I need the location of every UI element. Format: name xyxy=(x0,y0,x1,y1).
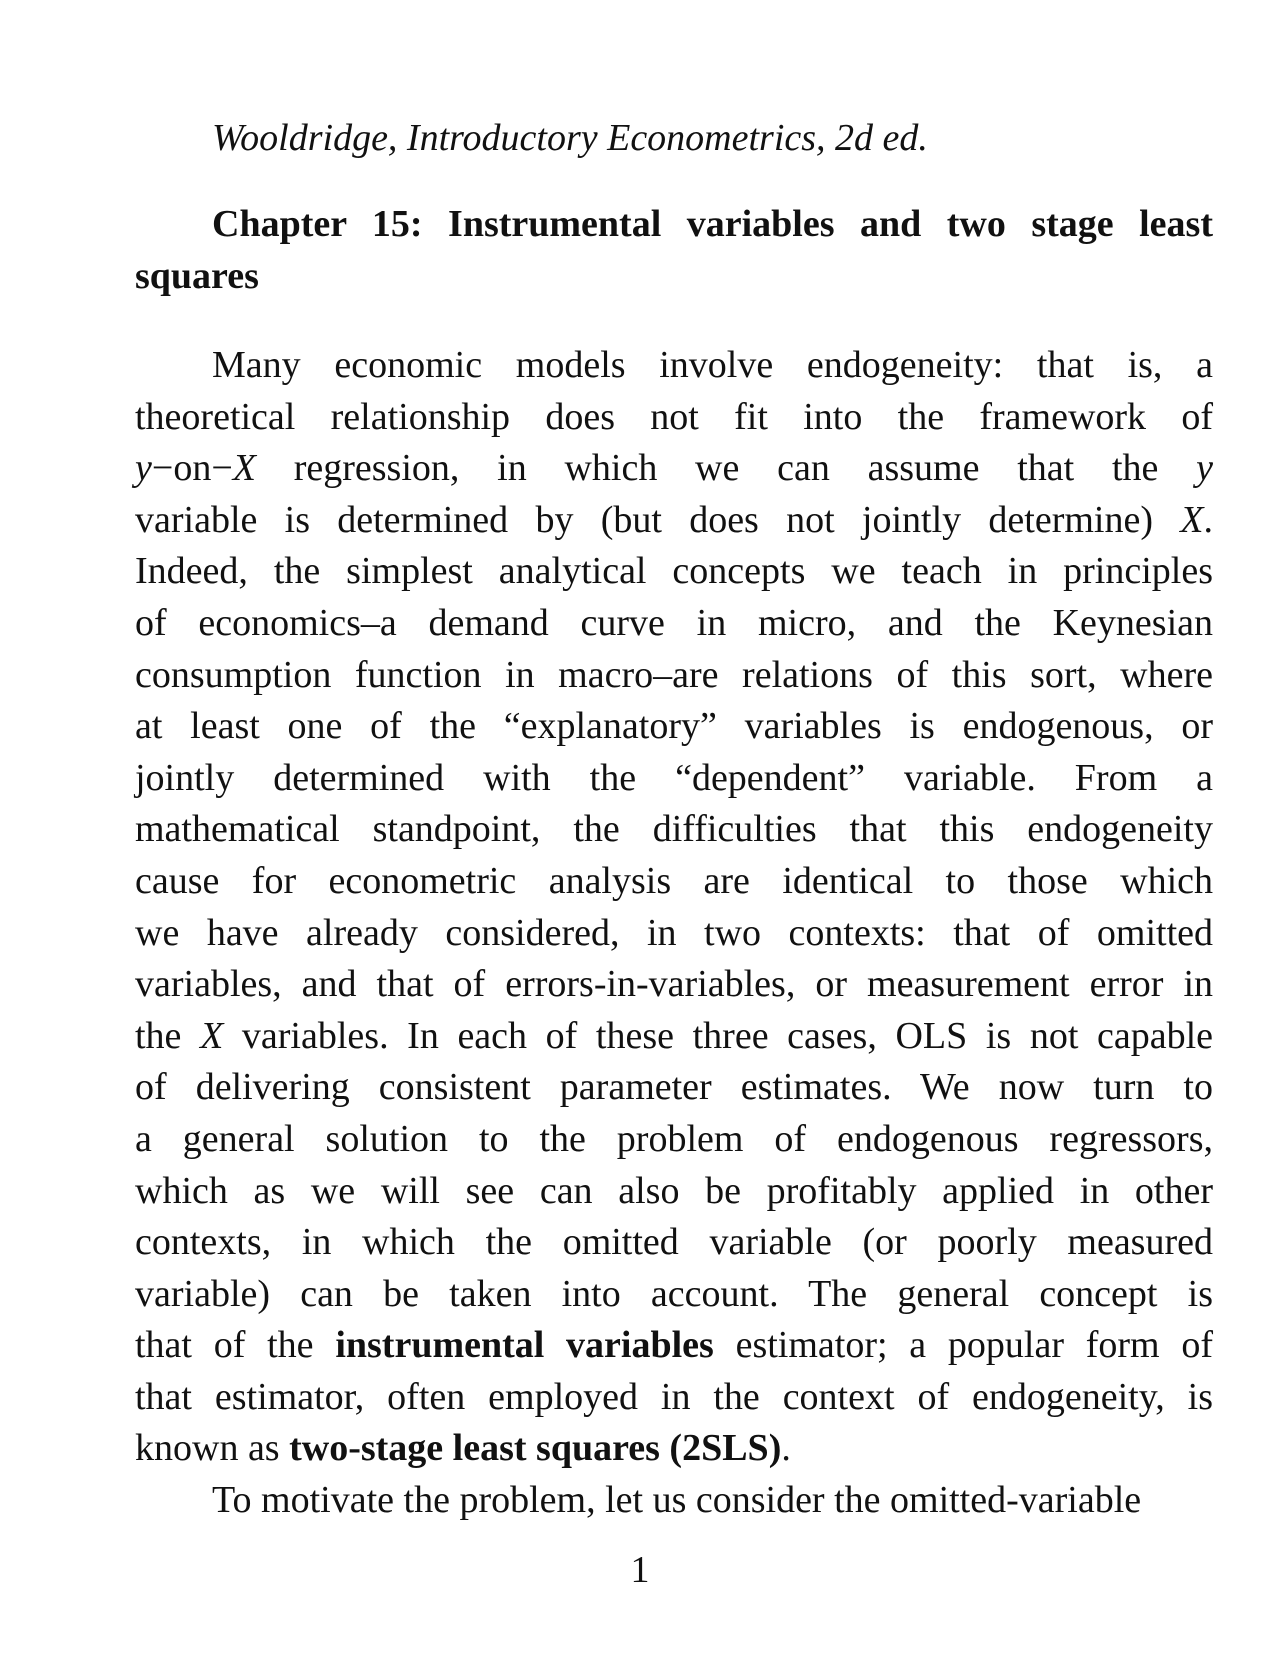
text-line: variable) can be taken into account. The general concept is xyxy=(135,1272,1213,1315)
text-line: consumption function in macro–are relations of this sort, where xyxy=(135,653,1213,696)
text-line: To motivate the problem, let us consider the omitted-variable xyxy=(212,1479,1142,1522)
text-line: cause for econometric analysis are identical to those which xyxy=(135,859,1213,902)
text-fragment: known as xyxy=(135,1427,280,1470)
text-line: a general solution to the problem of endogenous regressors, xyxy=(135,1117,1213,1160)
text-line xyxy=(135,495,1213,547)
text-line xyxy=(135,1011,1213,1063)
text-fragment: . xyxy=(781,1427,791,1470)
text-fragment: estimator; a popular form of xyxy=(735,1324,1214,1367)
text-fragment: that of the xyxy=(135,1324,314,1367)
text-line: Many economic models involve endogeneity: that is, a xyxy=(212,344,1213,386)
text-line: variables, and that of errors-in-variables, or measurement error in xyxy=(135,963,1213,1006)
text-line: jointly determined with the “dependent” variable. From a xyxy=(135,756,1213,799)
math-dash: − xyxy=(211,447,233,490)
text-line: that estimator, often employed in the context of endogeneity, is xyxy=(135,1375,1213,1418)
math-y: y xyxy=(1196,447,1213,490)
text-fragment: . xyxy=(1203,498,1214,541)
page-number: 1 xyxy=(630,1549,650,1591)
text-line xyxy=(135,1320,1213,1372)
math-X: X xyxy=(232,447,256,490)
term-instrumental-variables: instrumental variables xyxy=(335,1324,714,1367)
text-line xyxy=(135,1423,1213,1475)
math-dash: − xyxy=(151,447,174,490)
text-line: of economics–a demand curve in micro, and the Keynesian xyxy=(135,601,1213,644)
text-fragment: regression, in which we can assume that the xyxy=(293,447,1159,490)
math-X: X xyxy=(200,1014,224,1057)
text-fragment: variables. In each of these three cases, OLS is not capable xyxy=(241,1014,1214,1057)
document-page xyxy=(135,112,1213,1527)
text-line: of delivering consistent parameter estimates. We now turn to xyxy=(135,1066,1213,1109)
chapter-title: Chapter 15: Instrumental variables and two stage least squares xyxy=(135,203,1213,297)
math-y: y xyxy=(135,447,152,490)
text-line: which as we will see can also be profitably applied in other xyxy=(135,1169,1213,1212)
text-line: theoretical relationship does not fit into the framework of xyxy=(135,395,1213,438)
text-line: Indeed, the simplest analytical concepts we teach in principles xyxy=(135,550,1213,593)
text-line: contexts, in which the omitted variable (or poorly measured xyxy=(135,1221,1213,1264)
text-fragment: the xyxy=(135,1014,182,1057)
term-2sls: two-stage least squares (2SLS) xyxy=(289,1427,782,1470)
text-fragment: variable is determined by (but does not jointly determine) xyxy=(135,498,1154,541)
book-reference: Wooldridge, Introductory Econometrics, 2d ed. xyxy=(212,117,928,159)
text-line: mathematical standpoint, the difficulties that this endogeneity xyxy=(135,808,1213,851)
text-line: at least one of the “explanatory” variables is endogenous, or xyxy=(135,705,1213,748)
math-on: on xyxy=(173,447,212,490)
text-line: we have already considered, in two contexts: that of omitted xyxy=(135,911,1213,954)
text-line xyxy=(135,443,1213,495)
paragraph-endogeneity xyxy=(135,340,1213,1475)
paragraph-motivation xyxy=(135,1475,1213,1527)
math-X: X xyxy=(1180,498,1204,541)
